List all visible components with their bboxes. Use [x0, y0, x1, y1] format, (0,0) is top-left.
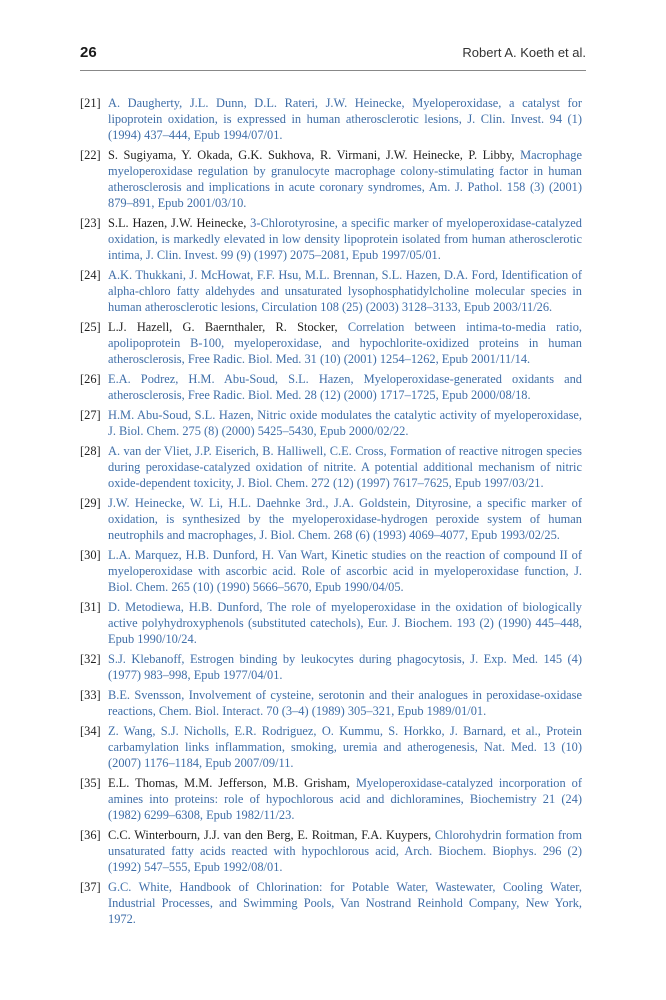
- reference-text: [108, 267, 582, 315]
- reference-number: [29]: [80, 496, 101, 510]
- reference-item: [80, 443, 582, 491]
- reference-number: [33]: [80, 688, 101, 702]
- reference-text: [108, 879, 582, 927]
- reference-number: [22]: [80, 148, 101, 162]
- reference-number: [37]: [80, 880, 101, 894]
- reference-number: [28]: [80, 444, 101, 458]
- reference-text: [108, 407, 582, 439]
- reference-item: [80, 879, 582, 927]
- reference-item: [80, 651, 582, 683]
- reference-text: [108, 443, 582, 491]
- reference-list: [80, 95, 582, 931]
- reference-number: [35]: [80, 776, 101, 790]
- reference-number: [21]: [80, 96, 101, 110]
- reference-authors: S.L. Hazen, J.W. Heinecke,: [108, 216, 251, 230]
- reference-text: [108, 371, 582, 403]
- reference-number: [36]: [80, 828, 101, 842]
- reference-item: [80, 215, 582, 263]
- reference-link[interactable]: A. van der Vliet, J.P. Eiserich, B. Halliwell, C.E. Cross, Formation of reactive nitrogen species during peroxidase-catalyzed oxidation of nitrite. A potential additional mechanism of nitric oxide-dependent toxicity, J. Biol. Chem. 272 (12) (1997) 7617–7625, Epub 1997/03/21.: [108, 444, 582, 490]
- reference-number: [25]: [80, 320, 101, 334]
- running-head: Robert A. Koeth et al.: [462, 45, 586, 60]
- reference-link[interactable]: B.E. Svensson, Involvement of cysteine, serotonin and their analogues in peroxidase-oxidase reactions, Chem. Biol. Interact. 70 (3–4) (1989) 305–321, Epub 1989/01/01.: [108, 688, 582, 718]
- reference-authors: C.C. Winterbourn, J.J. van den Berg, E. Roitman, F.A. Kuypers,: [108, 828, 435, 842]
- reference-text: [108, 547, 582, 595]
- reference-item: [80, 267, 582, 315]
- reference-authors: L.J. Hazell, G. Baernthaler, R. Stocker,: [108, 320, 348, 334]
- reference-item: [80, 371, 582, 403]
- reference-item: [80, 147, 582, 211]
- reference-text: [108, 147, 582, 211]
- reference-item: [80, 687, 582, 719]
- reference-text: [108, 95, 582, 143]
- reference-text: [108, 775, 582, 823]
- reference-item: [80, 775, 582, 823]
- reference-text: [108, 599, 582, 647]
- reference-link[interactable]: L.A. Marquez, H.B. Dunford, H. Van Wart, Kinetic studies on the reaction of compound II of myeloperoxidase with ascorbic acid. Role of ascorbic acid in myeloperoxidase function, J. Biol. Chem. 265 (10) (1990) 5666–5670, Epub 1990/04/05.: [108, 548, 582, 594]
- reference-link[interactable]: G.C. White, Handbook of Chlorination: for Potable Water, Wastewater, Cooling Water, Industrial Processes, and Swimming Pools, Van Nostrand Reinhold Company, New York, 1972.: [108, 880, 582, 926]
- reference-item: [80, 599, 582, 647]
- reference-number: [26]: [80, 372, 101, 386]
- reference-link[interactable]: S.J. Klebanoff, Estrogen binding by leukocytes during phagocytosis, J. Exp. Med. 145 (4) (1977) 983–998, Epub 1977/04/01.: [108, 652, 582, 682]
- reference-link[interactable]: D. Metodiewa, H.B. Dunford, The role of myeloperoxidase in the oxidation of biologically active polyhydroxyphenols (substituted catechols), Eur. J. Biochem. 193 (2) (1990) 445–448, Epub 1990/10/24.: [108, 600, 582, 646]
- reference-number: [30]: [80, 548, 101, 562]
- header-rule: [80, 70, 586, 71]
- reference-number: [23]: [80, 216, 101, 230]
- reference-item: [80, 827, 582, 875]
- reference-link[interactable]: E.A. Podrez, H.M. Abu-Soud, S.L. Hazen, Myeloperoxidase-generated oxidants and atherosclerosis, Free Radic. Biol. Med. 28 (12) (2000) 1717–1725, Epub 2000/08/18.: [108, 372, 582, 402]
- reference-number: [24]: [80, 268, 101, 282]
- page-header: [80, 44, 586, 66]
- reference-item: [80, 407, 582, 439]
- reference-item: [80, 547, 582, 595]
- reference-link[interactable]: A. Daugherty, J.L. Dunn, D.L. Rateri, J.W. Heinecke, Myeloperoxidase, a catalyst for lipoprotein oxidation, is expressed in human atherosclerotic lesions, J. Clin. Invest. 94 (1) (1994) 437–444, Epub 1994/07/01.: [108, 96, 582, 142]
- reference-item: [80, 319, 582, 367]
- reference-text: [108, 319, 582, 367]
- reference-item: [80, 723, 582, 771]
- reference-link[interactable]: Macrophage myeloperoxidase regulation by granulocyte macrophage colony-stimulating factor in human atherosclerosis and implications in acute coronary syndromes, Am. J. Pathol. 158 (3) (2001) 879–891, Epub 2001/03/10.: [108, 148, 582, 210]
- reference-text: [108, 687, 582, 719]
- reference-link[interactable]: Correlation between intima-to-media ratio, apolipoprotein B-100, myeloperoxidase, and hypochlorite-oxidized proteins in human atherosclerosis, Free Radic. Biol. Med. 31 (10) (2001) 1254–1262, Epub 2001/11/14.: [108, 320, 582, 366]
- reference-text: [108, 495, 582, 543]
- reference-link[interactable]: J.W. Heinecke, W. Li, H.L. Daehnke 3rd., J.A. Goldstein, Dityrosine, a specific marker of oxidation, is synthesized by the myeloperoxidase-hydrogen peroxide system of human neutrophils and macrophages, J. Biol. Chem. 268 (6) (1993) 4069–4077, Epub 1993/02/25.: [108, 496, 582, 542]
- reference-link[interactable]: H.M. Abu-Soud, S.L. Hazen, Nitric oxide modulates the catalytic activity of myeloperoxidase, J. Biol. Chem. 275 (8) (2000) 5425–5430, Epub 2000/02/22.: [108, 408, 582, 438]
- reference-number: [27]: [80, 408, 101, 422]
- reference-link[interactable]: Z. Wang, S.J. Nicholls, E.R. Rodriguez, O. Kummu, S. Horkko, J. Barnard, et al., Protein carbamylation links inflammation, smoking, uremia and atherogenesis, Nat. Med. 13 (10) (2007) 1176–1184, Epub 2007/09/11.: [108, 724, 582, 770]
- reference-number: [34]: [80, 724, 101, 738]
- page-number: 26: [80, 44, 97, 61]
- reference-item: [80, 495, 582, 543]
- reference-item: [80, 95, 582, 143]
- reference-link[interactable]: Myeloperoxidase-catalyzed incorporation of amines into proteins: role of hypochlorous acid and dichloramines, Biochemistry 21 (24) (1982) 6299–6308, Epub 1982/11/23.: [108, 776, 582, 822]
- reference-text: [108, 827, 582, 875]
- reference-authors: S. Sugiyama, Y. Okada, G.K. Sukhova, R. Virmani, J.W. Heinecke, P. Libby,: [108, 148, 521, 162]
- reference-number: [32]: [80, 652, 101, 666]
- reference-authors: E.L. Thomas, M.M. Jefferson, M.B. Grisham,: [108, 776, 356, 790]
- reference-text: [108, 215, 582, 263]
- reference-number: [31]: [80, 600, 101, 614]
- reference-text: [108, 651, 582, 683]
- reference-text: [108, 723, 582, 771]
- reference-link[interactable]: Chlorohydrin formation from unsaturated fatty acids reacted with hypochlorous acid, Arch. Biochem. Biophys. 296 (2) (1992) 547–555, Epub 1992/08/01.: [108, 828, 582, 874]
- reference-link[interactable]: 3-Chlorotyrosine, a specific marker of myeloperoxidase-catalyzed oxidation, is markedly elevated in low density lipoprotein isolated from human atherosclerotic intima, J. Clin. Invest. 99 (9) (1997) 2075–2081, Epub 1997/05/01.: [108, 216, 582, 262]
- reference-link[interactable]: A.K. Thukkani, J. McHowat, F.F. Hsu, M.L. Brennan, S.L. Hazen, D.A. Ford, Identification of alpha-chloro fatty aldehydes and unsaturated lysophosphatidylcholine molecular species in human atherosclerotic lesions, Circulation 108 (25) (2003) 3128–3133, Epub 2003/11/26.: [108, 268, 582, 314]
